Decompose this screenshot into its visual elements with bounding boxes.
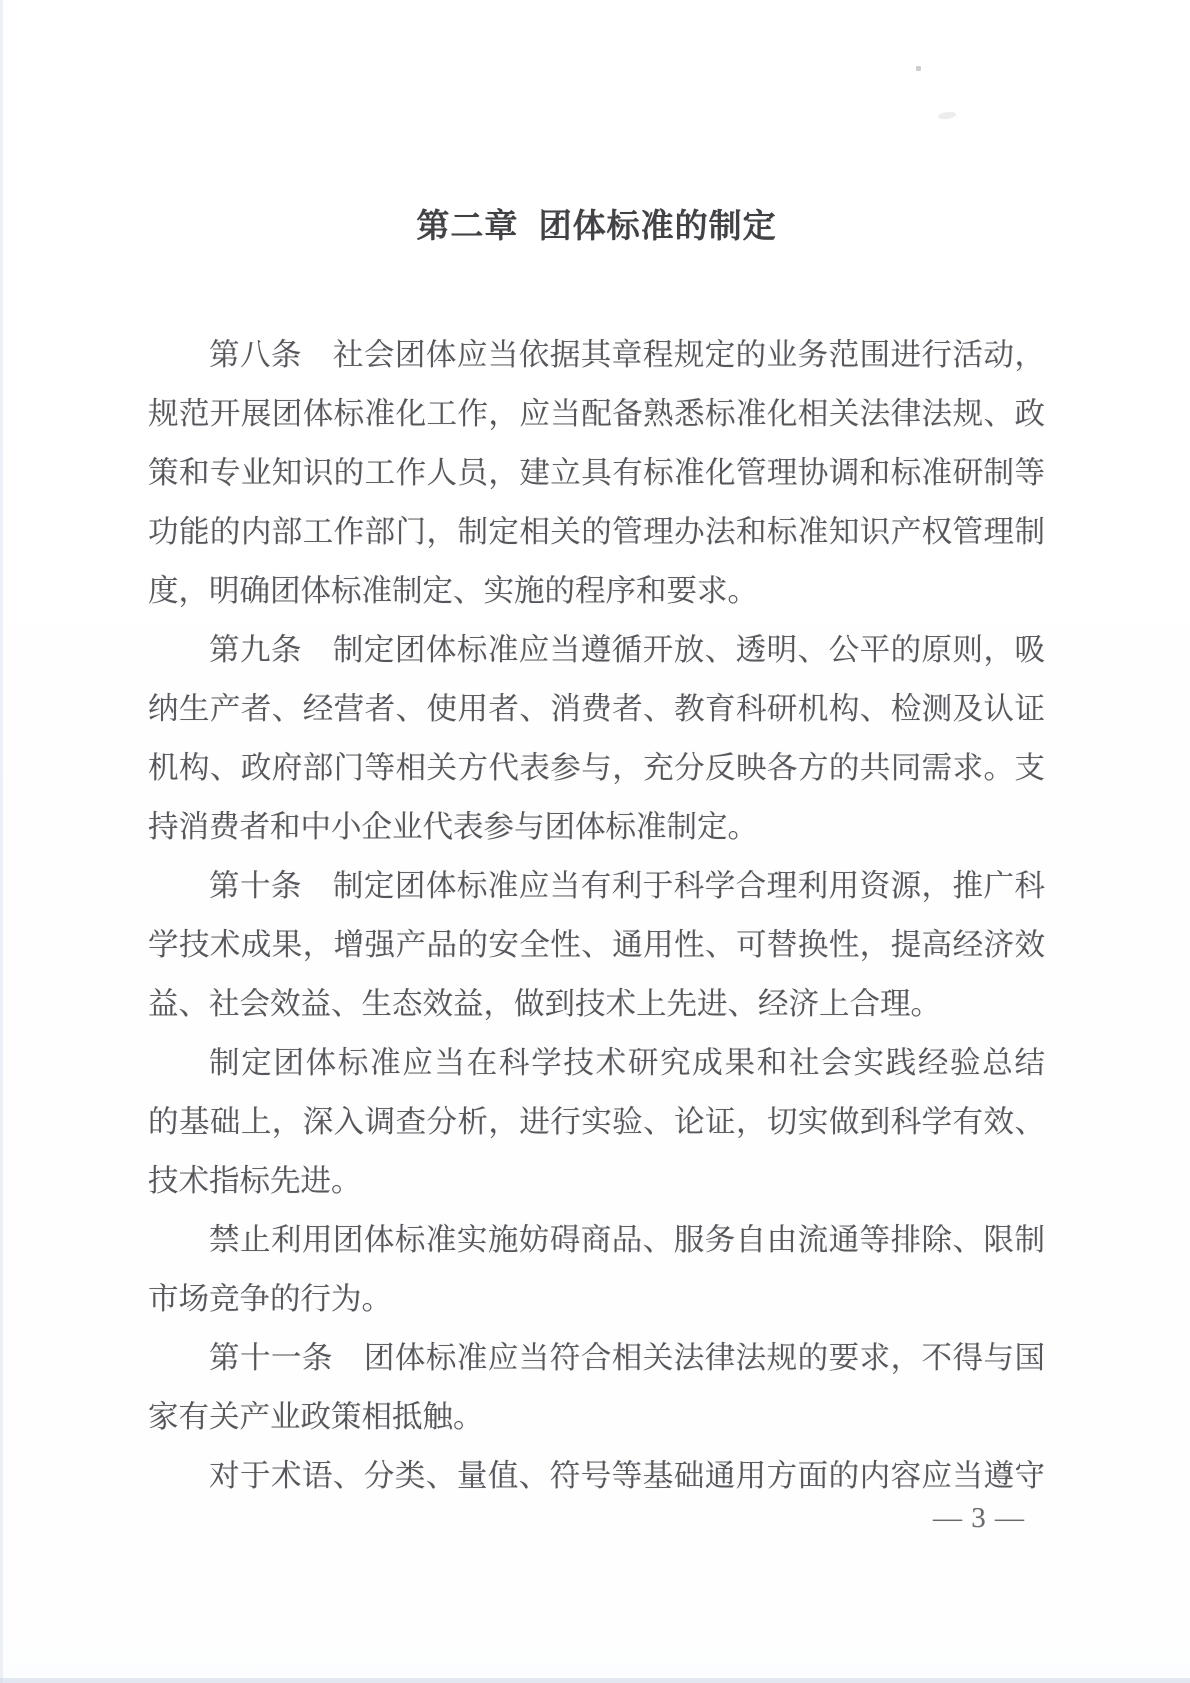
scan-edge-left xyxy=(0,0,3,1683)
text-line: 技术指标先进。 xyxy=(148,1164,362,1198)
text-line: 制定团体标准应当在科学技术研究成果和社会实践经验总结 xyxy=(209,1046,1045,1080)
text-line: 益、社会效益、生态效益，做到技术上先进、经济上合理。 xyxy=(148,987,941,1021)
text-line: 家有关产业政策相抵触。 xyxy=(148,1400,484,1434)
text-line: 功能的内部工作部门，制定相关的管理办法和标准知识产权管理制 xyxy=(148,515,1045,549)
scan-speck xyxy=(938,111,957,120)
page-number: — 3 — xyxy=(933,1502,1025,1534)
scan-speck xyxy=(916,66,921,71)
document-body xyxy=(148,326,1045,1506)
chapter-heading: 第二章 团体标准的制定 xyxy=(416,207,777,244)
text-line: 第十一条 团体标准应当符合相关法律法规的要求，不得与国 xyxy=(209,1341,1045,1375)
text-line: 持消费者和中小企业代表参与团体标准制定。 xyxy=(148,810,758,844)
text-line: 的基础上，深入调查分析，进行实验、论证，切实做到科学有效、 xyxy=(148,1105,1045,1139)
text-line: 对于术语、分类、量值、符号等基础通用方面的内容应当遵守 xyxy=(209,1459,1045,1493)
text-line: 规范开展团体标准化工作，应当配备熟悉标准化相关法律法规、政 xyxy=(148,397,1045,431)
text-line: 纳生产者、经营者、使用者、消费者、教育科研机构、检测及认证 xyxy=(148,692,1045,726)
text-line: 第八条 社会团体应当依据其章程规定的业务范围进行活动， xyxy=(209,338,1045,372)
text-line: 度，明确团体标准制定、实施的程序和要求。 xyxy=(148,574,758,608)
text-line: 机构、政府部门等相关方代表参与，充分反映各方的共同需求。支 xyxy=(148,751,1045,785)
text-line: 市场竞争的行为。 xyxy=(148,1282,392,1316)
text-line: 第十条 制定团体标准应当有利于科学合理利用资源，推广科 xyxy=(209,869,1045,903)
text-line: 禁止利用团体标准实施妨碍商品、服务自由流通等排除、限制 xyxy=(209,1223,1045,1257)
text-line: 策和专业知识的工作人员，建立具有标准化管理协调和标准研制等 xyxy=(148,456,1045,490)
scan-edge-bottom xyxy=(0,1678,1190,1683)
text-line: 第九条 制定团体标准应当遵循开放、透明、公平的原则，吸 xyxy=(209,633,1045,667)
text-line: 学技术成果，增强产品的安全性、通用性、可替换性，提高经济效 xyxy=(148,928,1045,962)
